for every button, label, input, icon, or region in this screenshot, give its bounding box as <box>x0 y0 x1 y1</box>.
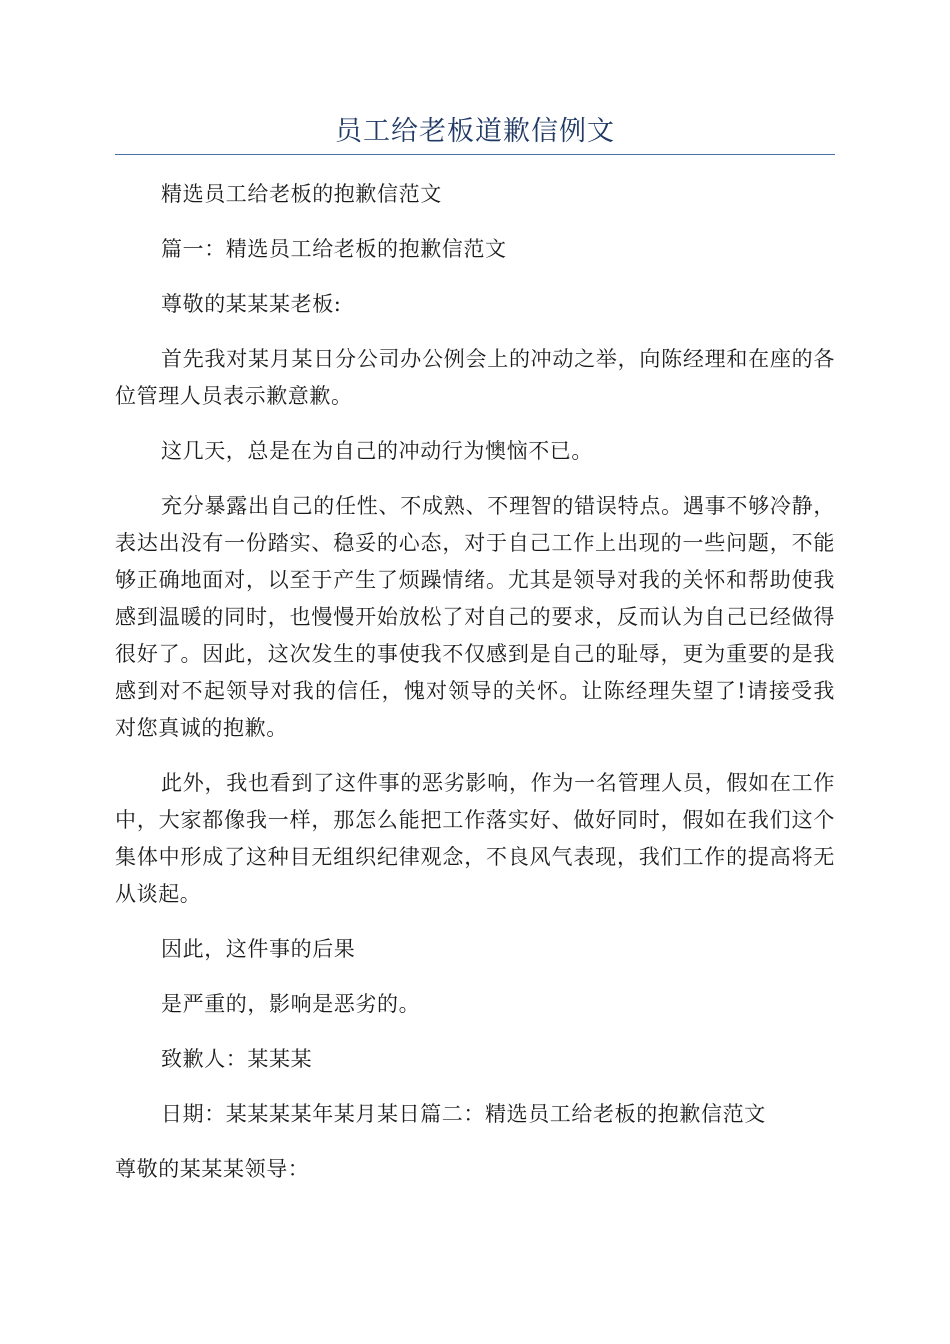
title-underline <box>115 154 835 155</box>
paragraph-salutation: 尊敬的某某某老板: <box>161 292 342 316</box>
paragraph-body: 此外，我也看到了这件事的恶劣影响，作为一名管理人员，假如在工作中，大家都像我一样，那怎么能把工作落实好、做好同时，假如在我们这个集体中形成了这种目无组织纪律观念，不良风气表现，我们工作的提高将无从谈起。 <box>115 771 835 906</box>
paragraph-salutation-two: 尊敬的某某某领导： <box>115 1157 310 1181</box>
paragraph-body: 首先我对某月某日分公司办公例会上的冲动之举，向陈经理和在座的各位管理人员表示歉意歉。 <box>115 347 835 408</box>
document-title: 员工给老板道歉信例文 <box>335 116 615 147</box>
paragraph-body: 是严重的，影响是恶劣的。 <box>161 992 421 1016</box>
paragraph-body: 因此，这件事的后果 <box>161 937 356 961</box>
paragraph-body: 充分暴露出自己的任性、不成熟、不理智的错误特点。遇事不够冷静，表达出没有一份踏实、稳妥的心态，对于自己工作上出现的一些问题，不能够正确地面对，以至于产生了烦躁情绪。尤其是领导对我的关怀和帮助使我感到温暖的同时，也慢慢开始放松了对自己的要求，反而认为自己已经做得很好了。因此，这次发生的事使我不仅感到是自己的耻辱，更为重要的是我感到对不起领导对我的信任，愧对领导的关怀。让陈经理失望了!请接受我对您真诚的抱歉。 <box>115 494 835 740</box>
paragraph-signature: 致歉人：某某某 <box>161 1047 313 1071</box>
paragraph-part-one-heading: 篇一：精选员工给老板的抱歉信范文 <box>161 237 507 261</box>
paragraph-date: 日期：某某某某年某月某日篇二：精选员工给老板的抱歉信范文 <box>161 1102 766 1126</box>
paragraph-subtitle: 精选员工给老板的抱歉信范文 <box>161 182 442 206</box>
paragraph-body: 这几天，总是在为自己的冲动行为懊恼不已。 <box>161 439 593 463</box>
document-body <box>115 176 835 1206</box>
